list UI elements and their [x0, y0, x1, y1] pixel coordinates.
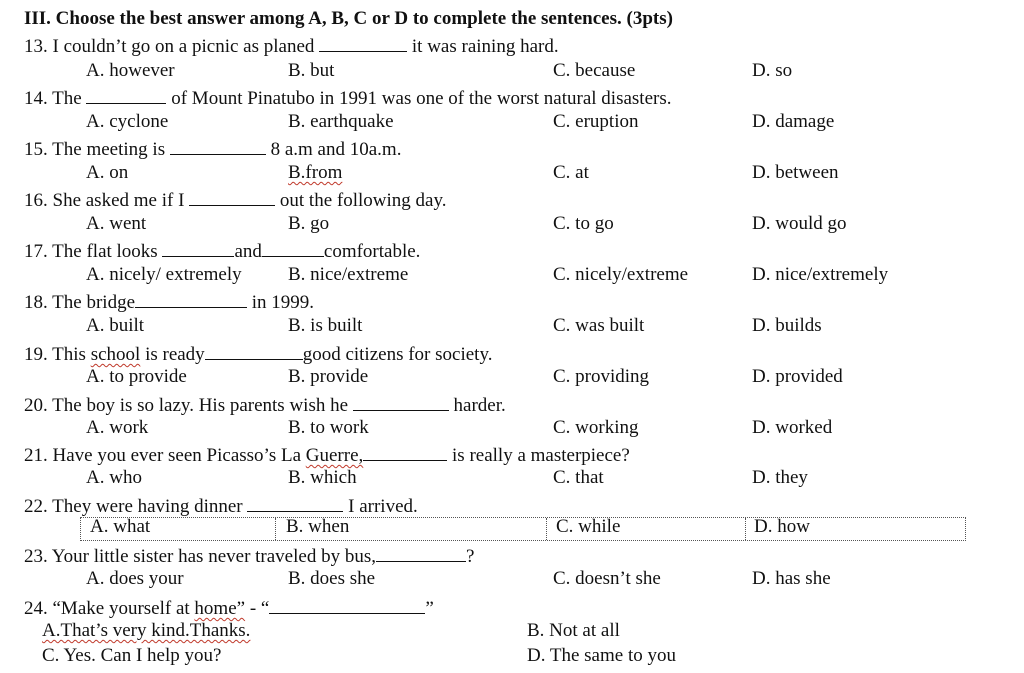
option-d: D. damage [752, 111, 835, 132]
option-b: B. Not at all [527, 620, 620, 641]
option-a: A. work [86, 417, 149, 438]
option-c: C. Yes. Can I help you? [42, 645, 222, 666]
question-number: 13. [24, 36, 48, 57]
question-text-after: of Mount Pinatubo in 1991 was one of the worst natural disasters. [171, 88, 672, 109]
option-c: C. nicely/extreme [553, 264, 689, 285]
option-b: B. but [288, 60, 335, 81]
underlined-word: Guerre, [305, 445, 364, 466]
question-number: 20. [24, 395, 48, 416]
question-number: 14. [24, 88, 48, 109]
question-text-after: ” [425, 598, 434, 619]
option-c: C. that [553, 467, 604, 488]
answer-blank [353, 392, 449, 411]
question-text-after: good citizens for society. [302, 344, 493, 365]
option-b: B. go [288, 213, 330, 234]
question-number: 18. [24, 292, 48, 313]
question-20 [24, 392, 506, 417]
option-a: A. went [86, 213, 147, 234]
answer-blank [319, 33, 407, 52]
question-text-middle: and [234, 241, 262, 262]
option-c: C. was built [553, 315, 645, 336]
question-text-before: Have you ever seen Picasso’s La [52, 445, 302, 466]
question-22 [24, 493, 418, 518]
question-text-after: 8 a.m and 10a.m. [270, 139, 402, 160]
option-d: D. would go [752, 213, 847, 234]
option-a: A. who [86, 467, 142, 488]
question-15 [24, 136, 401, 161]
answer-blank [247, 493, 343, 512]
answer-blank [86, 85, 166, 104]
answer-blank [363, 442, 447, 461]
option-c: C. working [553, 417, 639, 438]
option-c: C. providing [553, 366, 650, 387]
answer-blank-2 [262, 238, 324, 257]
question-number: 21. [24, 445, 48, 466]
options-table-row [80, 517, 966, 541]
option-d: D. nice/extremely [752, 264, 889, 285]
option-a: A.That’s very kind.Thanks. [42, 620, 251, 641]
question-13 [24, 33, 559, 58]
question-text-after: harder. [453, 395, 506, 416]
question-number: 22. [24, 496, 48, 517]
option-c: C. to go [553, 213, 614, 234]
underlined-word: home” [194, 598, 246, 619]
question-text-before-2: - “ [249, 598, 270, 619]
option-a: A. nicely/ extremely [86, 264, 242, 285]
question-number: 16. [24, 190, 48, 211]
option-c: C. at [553, 162, 589, 183]
option-a: A. however [86, 60, 175, 81]
option-c: C. while [556, 516, 621, 537]
question-24 [24, 595, 434, 620]
answer-blank [269, 595, 425, 614]
option-b: B. provide [288, 366, 369, 387]
question-21 [24, 442, 630, 467]
option-d: D. they [752, 467, 808, 488]
option-b: B. to work [288, 417, 369, 438]
question-text-before-2: is ready [145, 344, 205, 365]
option-b: B. nice/extreme [288, 264, 409, 285]
option-d: D. provided [752, 366, 843, 387]
question-23 [24, 543, 474, 568]
question-text-before: I couldn’t go on a picnic as planed [52, 36, 315, 57]
option-b: B. does she [288, 568, 376, 589]
question-number: 19. [24, 344, 48, 365]
question-text-before: She asked me if I [52, 190, 185, 211]
question-text-after: ? [465, 546, 475, 567]
option-d: D. so [752, 60, 793, 81]
question-text-after: is really a masterpiece? [452, 445, 630, 466]
underlined-word: school [90, 344, 141, 365]
question-16 [24, 187, 446, 212]
option-c: C. doesn’t she [553, 568, 661, 589]
option-d: D. builds [752, 315, 822, 336]
option-d: D. The same to you [527, 645, 676, 666]
option-d: D. between [752, 162, 839, 183]
question-text-after: out the following day. [279, 190, 447, 211]
question-text-before: The flat looks [52, 241, 158, 262]
question-text-before: The bridge [52, 292, 135, 313]
answer-blank [135, 289, 247, 308]
option-c: C. because [553, 60, 636, 81]
question-19 [24, 341, 492, 366]
question-text-after: it was raining hard. [411, 36, 559, 57]
question-text-after: comfortable. [323, 241, 421, 262]
option-d: D. how [754, 516, 810, 537]
question-14 [24, 85, 671, 110]
option-b: B. when [286, 516, 350, 537]
answer-blank [205, 341, 303, 360]
question-text-before: The boy is so lazy. His parents wish he [52, 395, 349, 416]
question-number: 15. [24, 139, 48, 160]
option-b: B. earthquake [288, 111, 394, 132]
option-a: A. does your [86, 568, 184, 589]
option-a: A. built [86, 315, 145, 336]
answer-blank [189, 187, 275, 206]
option-c: C. eruption [553, 111, 639, 132]
question-number: 24. [24, 598, 48, 619]
option-a: A. cyclone [86, 111, 169, 132]
section-heading: III. Choose the best answer among A, B, C or D to complete the sentences. (3pts) [24, 8, 673, 29]
option-a: A. on [86, 162, 129, 183]
option-b: B. which [288, 467, 357, 488]
option-d: D. worked [752, 417, 833, 438]
question-text-before: The [52, 88, 82, 109]
option-d: D. has she [752, 568, 831, 589]
question-text-after: I arrived. [348, 496, 418, 517]
question-text-before: This [52, 344, 86, 365]
question-text-before: The meeting is [52, 139, 166, 160]
answer-blank-1 [162, 238, 234, 257]
question-number: 23. [24, 546, 48, 567]
question-text-before: Your little sister has never traveled by bus, [51, 546, 376, 567]
option-a: A. what [90, 516, 151, 537]
answer-blank [170, 136, 266, 155]
question-text-after: in 1999. [251, 292, 315, 313]
answer-blank [376, 543, 466, 562]
option-b: B.from [288, 162, 343, 183]
question-text-before: “Make yourself at [52, 598, 190, 619]
question-18 [24, 289, 314, 314]
question-number: 17. [24, 241, 48, 262]
option-b: B. is built [288, 315, 363, 336]
option-a: A. to provide [86, 366, 187, 387]
question-17 [24, 238, 420, 263]
question-text-before: They were having dinner [52, 496, 243, 517]
